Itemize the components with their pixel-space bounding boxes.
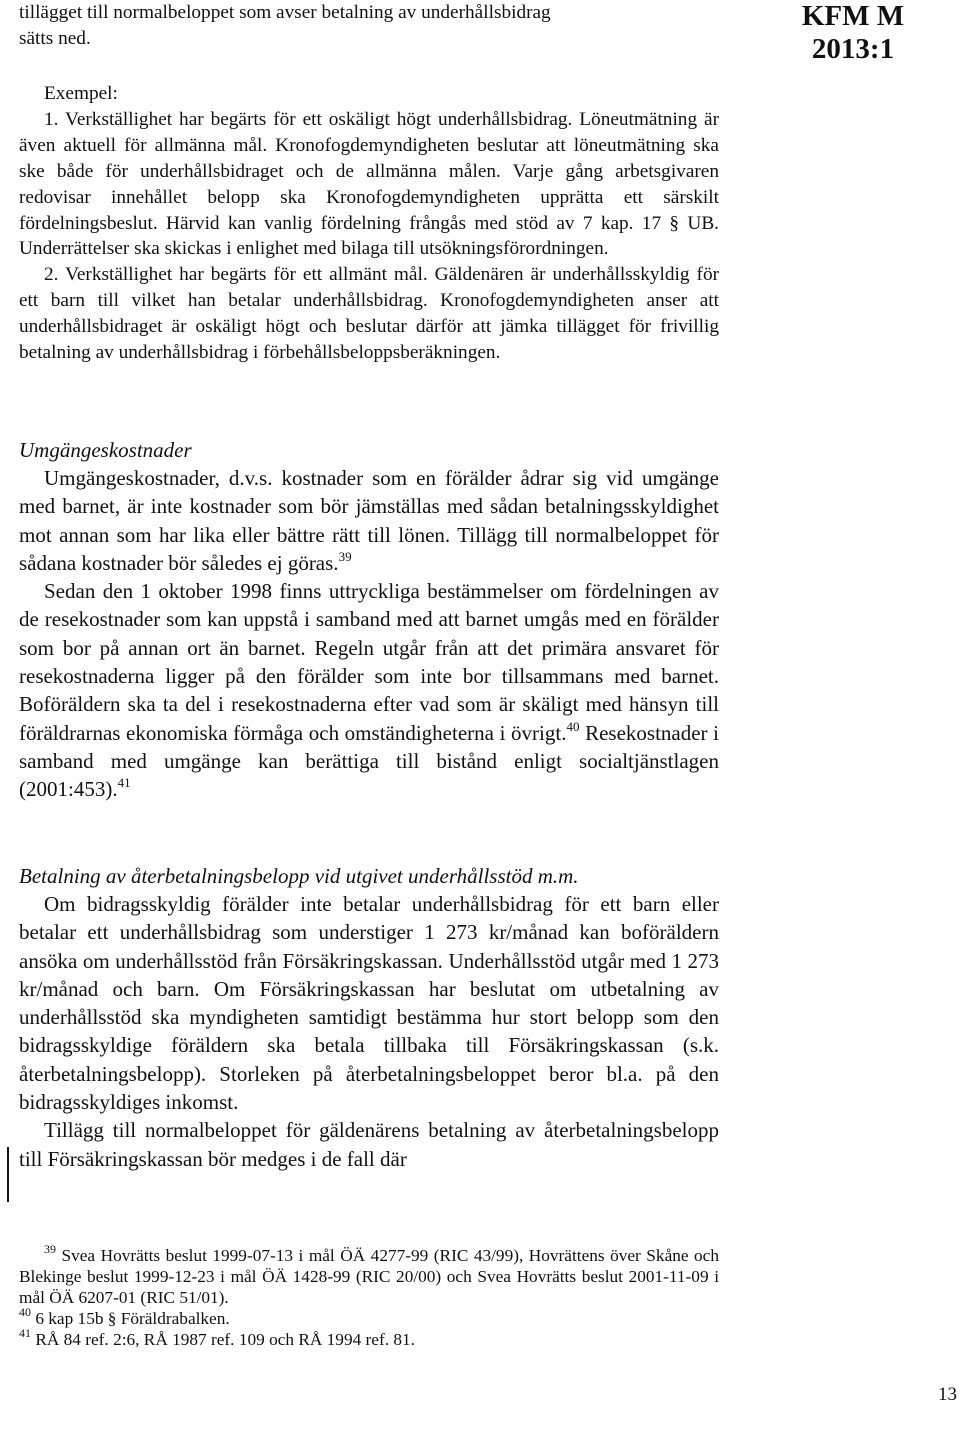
example-item-1: 1. Verkställighet har begärts för ett oskäligt högt underhållsbidrag. Löneutmätning är även aktuell för allmänna mål. Kronofogdemyndigheten beslutar att löneutmätning ska ske både för underhållsbidraget och de allmänna målen. Varje gång arbetsgivaren redovisar innehållet belopp ska Kronofogdemyndigheten upprätta ett särskilt fördelningsbeslut. Härvid kan vanlig fördelning frångås med stöd av 7 kap. 17 § UB. Underrättelser ska skickas i enlighet med bilaga till utsökningsförordningen.	[19, 108, 719, 260]
footnote-number: 39	[44, 1242, 56, 1256]
paragraph-text: Resekostnader i samband med umgänge kan berättiga till bistånd enligt socialtjänstlagen (2001:453).	[19, 720, 720, 802]
section-heading-aterbetalning: Betalning av återbetalningsbelopp vid utgivet underhållsstöd m.m.	[19, 864, 579, 888]
section-body-umgangeskostnader	[19, 464, 719, 804]
intro-text	[19, 0, 719, 52]
document-code	[783, 0, 923, 66]
example-block	[19, 81, 719, 366]
example-label: Exempel:	[44, 83, 118, 104]
footnote-ref-39: 39	[338, 548, 352, 564]
footnote-text: 6 kap 15b § Föräldrabalken.	[31, 1309, 230, 1328]
paragraph-text: Umgängeskostnader, d.v.s. kostnader som en förälder ådrar sig vid umgänge med barnet, är inte kostnader som bör jämställas med sådan betalningsskyldighet mot annan som har lika eller bättre rätt till lönen. Tillägg till normalbeloppet för sådana kostnader bör således ej göras.	[19, 466, 719, 575]
paragraph-umgangeskostnader-1	[19, 464, 719, 577]
document-code-line1: KFM M	[801, 0, 905, 32]
intro-line-1: tillägget till normalbeloppet som avser betalning av underhållsbidrag	[19, 2, 551, 23]
section-heading-umgangeskostnader: Umgängeskostnader	[19, 438, 192, 462]
intro-line-2: sätts ned.	[19, 28, 91, 49]
footnote-41	[19, 1326, 719, 1350]
paragraph-aterbetalning-1: Om bidragsskyldig förälder inte betalar underhållsbidrag för ett barn eller betalar ett underhållsbidrag som understiger 1 273 kr/månad kan boföräldern ansöka om underhållsstöd från Försäkringskassan. Underhållsstöd utgår med 1 273 kr/månad och barn. Om Försäkringskassan har beslutat om utbetalning av underhållsstöd ska myndigheten samtidigt bestämma hur stort belopp som den bidragsskyldige föräldern ska betala tillbaka till Försäkringskassan (s.k. återbetalningsbelopp). Storleken på återbetalningsbeloppet beror bl.a. på den bidragsskyldiges inkomst.	[19, 892, 719, 1115]
footnote-ref-40: 40	[566, 718, 580, 734]
footnotes	[19, 1242, 719, 1350]
document-code-line2: 2013:1	[811, 33, 895, 65]
revision-bar	[7, 1147, 9, 1202]
footnote-39	[19, 1242, 719, 1308]
footnote-text: RÅ 84 ref. 2:6, RÅ 1987 ref. 109 och RÅ 1994 ref. 81.	[31, 1330, 415, 1349]
footnote-text: Svea Hovrätts beslut 1999-07-13 i mål ÖÄ 4277-99 (RIC 43/99), Hovrättens över Skåne och Blekinge beslut 1999-12-23 i mål ÖÄ 1428-99 (RIC 20/00) och Svea Hovrätts beslut 2001-11-09 i mål ÖÄ 6207-01 (RIC 51/01).	[19, 1246, 719, 1307]
example-item-2: 2. Verkställighet har begärts för ett allmänt mål. Gäldenären är underhållsskyldig för ett barn till vilket han betalar underhållsbidrag. Kronofogdemyndigheten anser att underhållsbidraget är oskäligt högt och beslutar därför att jämka tillägget för frivillig betalning av underhållsbidrag i förbehållsbeloppsberäkningen.	[19, 264, 719, 364]
footnote-40	[19, 1305, 719, 1329]
paragraph-aterbetalning-2: Tillägg till normalbeloppet för gäldenärens betalning av återbetalningsbelopp till Försäkringskassan bör medges i de fall där	[19, 1118, 719, 1171]
footnote-number: 41	[19, 1326, 31, 1340]
paragraph-text: Sedan den 1 oktober 1998 finns uttryckliga bestämmelser om fördelningen av de resekostnader som kan uppstå i samband med att barnet umgås med en förälder som bor på annan ort än barnet. Regeln utgår från att det primära ansvaret för resekostnaderna ligger på den förälder som inte bor tillsammans med barnet. Boföräldern ska ta del i resekostnaderna efter vad som är skäligt med hänsyn till föräldrarnas ekonomiska förmåga och omständigheterna i övrigt.	[19, 579, 719, 745]
footnote-ref-41: 41	[117, 775, 131, 791]
page-number: 13	[938, 1384, 957, 1405]
paragraph-umgangeskostnader-2	[19, 577, 719, 803]
footnote-number: 40	[19, 1305, 31, 1319]
section-body-aterbetalning	[19, 890, 719, 1173]
